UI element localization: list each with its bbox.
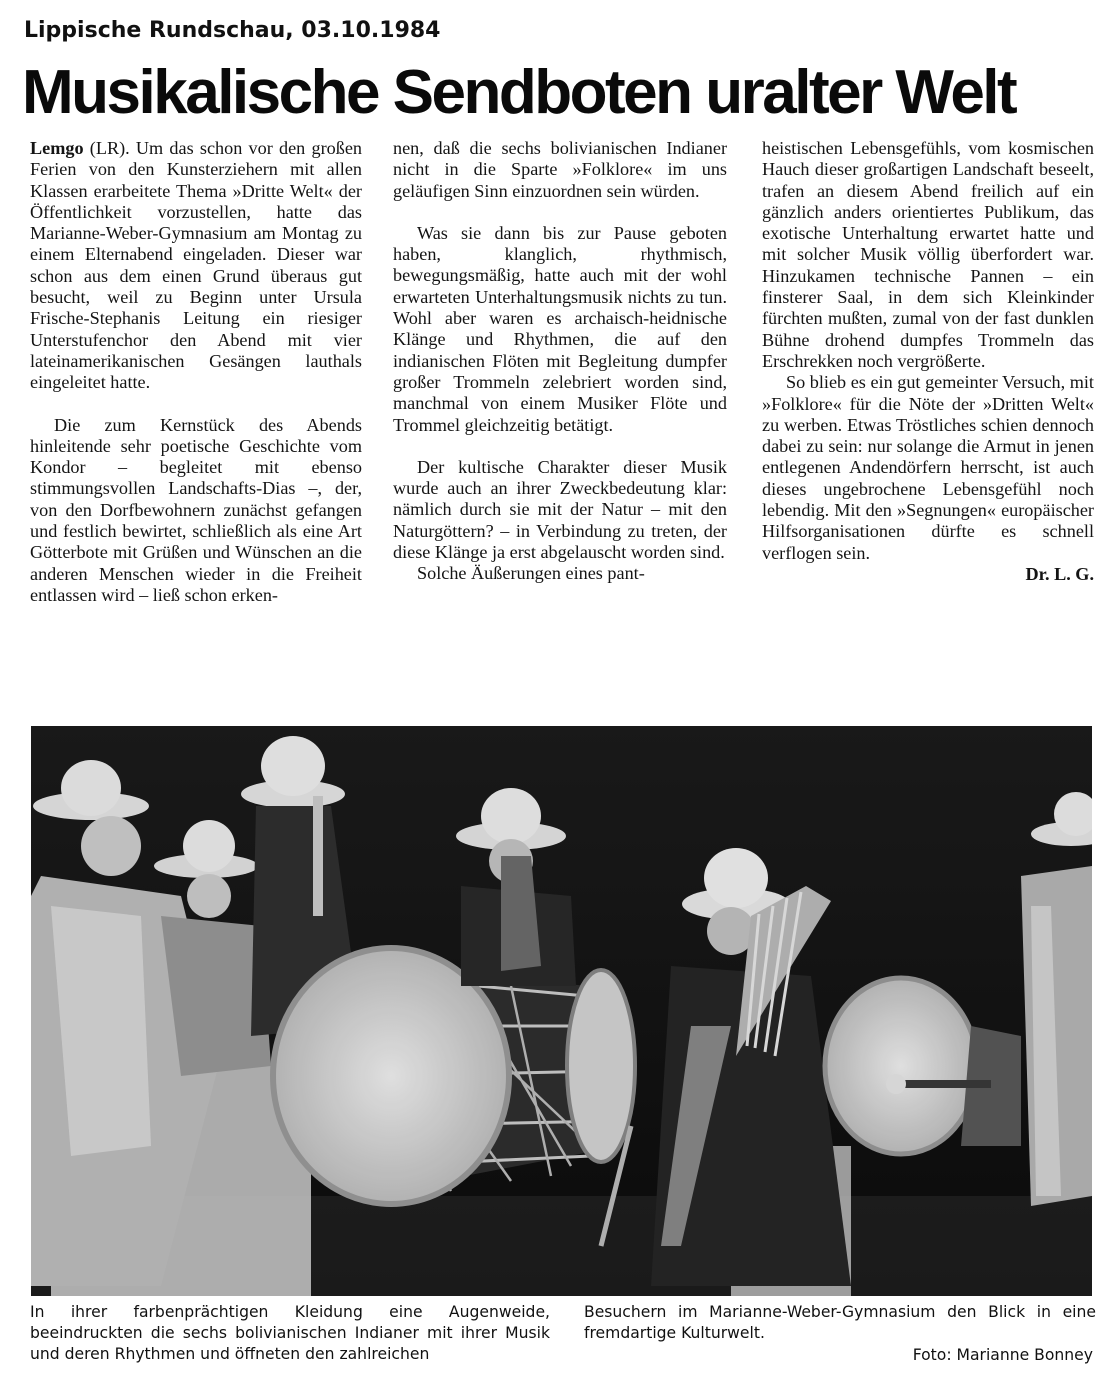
- article-paragraph: So blieb es ein gut gemeinter Versuch, mit »Folklore« für die Nöte der »Dritten Welt« zu werben. Etwas Tröstliches schien dennoch dabei zu sein: nur solange die Armut in jenen entlegenen Andendörfern herrscht, ist auch dieses ungebrochene Lebensgefühl noch lebendig. Mit den »Segnungen« europäischer Hilfsorganisationen dürfte es schnell verflogen sein.: [762, 372, 1094, 563]
- paragraph-text: (LR). Um das schon vor den großen Ferien von den Kunsterziehern mit allen Klassen erarbeitete Thema »Dritte Welt« der Öffentlichkeit vorzustellen, hatte das Marianne-Weber-Gymnasium am Montag zu einem Elternabend eingeladen. Dieser war schon aus dem einen Grund überaus gut besucht, weil zu Beginn unter Ursula Frische-Stephanis Leitung ein riesiger Unterstufenchor den Abend mit vier lateinamerikanischen Gesängen lauthals eingeleitet hatte.: [30, 138, 362, 393]
- article-paragraph: Die zum Kernstück des Abends hinleitende sehr poetische Geschichte vom Kondor – begleitet mit ebenso stimmungsvollen Landschafts-Dias –, der, von den Dorfbewohnern zunächst gefangen und festlich bewirtet, schließlich als eine Art Götterbote mit Grüßen und Wünschen an die anderen Menschen wieder in die Freiheit entlassen wird – ließ schon erken-: [30, 414, 362, 605]
- musicians-photo-illustration: [31, 726, 1092, 1296]
- article-column-3: [762, 138, 1094, 585]
- dateline-place: Lemgo: [30, 138, 84, 158]
- article-column-2: [393, 138, 727, 585]
- article-paragraph: Solche Äußerungen eines pant-: [417, 563, 645, 584]
- article-paragraph: Der kultische Charakter dieser Musik wurde auch an ihrer Zweckbedeutung klar: nämlich durch sie mit der Natur – mit den Naturgöttern? – in Verbindung zu treten, der diese Klänge ja erst abgelauscht worden sind.: [393, 456, 727, 563]
- article-paragraph: Was sie dann bis zur Pause geboten haben, klanglich, rhythmisch, bewegungsmäßig, hatte auch mit der wohl erwarteten Unterhaltungsmusik nichts zu tun. Wohl aber waren es archaisch-heidnische Klänge und Rhythmen, die auf den indianischen Flöten mit Begleitung dumpfer großer Trommeln zelebriert worden sind, manchmal von einem Musiker Flöte und Trommel gleichzeitig betätigt.: [393, 222, 727, 435]
- article-paragraph: heistischen Lebensgefühls, vom kosmischen Hauch dieser großartigen Landschaft beseelt, trafen an diesem Abend freilich auf ein gänzlich anders orientiertes Publikum, das exotische Unterhaltung erwartet hatte und mit solcher Musik völlig überfordert war. Hinzukamen technische Pannen – ein finsterer Saal, in dem sich Kleinkinder fürchten mußten, zumal von der fast dunklen Bühne drohend dumpfes Trommeln das Erschrekken noch vergrößerte.: [762, 138, 1094, 371]
- newspaper-source-line: Lippische Rundschau, 03.10.1984: [24, 18, 441, 43]
- author-signature: Dr. L. G.: [1025, 563, 1094, 584]
- photo-caption-left: In ihrer farbenprächtigen Kleidung eine Augenweide, beeindruckten die sechs bolivianischen Indianer mit ihrer Musik und deren Rhythmen und öffneten den zahlreichen: [30, 1303, 550, 1363]
- article-paragraph: [30, 138, 362, 394]
- article-headline: Musikalische Sendboten uralter Welt: [22, 58, 1016, 127]
- photo-credit: Foto: Marianne Bonney: [912, 1346, 1093, 1364]
- article-paragraph: nen, daß die sechs bolivianischen Indianer nicht in die Sparte »Folklore« im uns geläufigen Sinn einzuordnen sein würden.: [393, 138, 727, 201]
- article-column-1: [30, 138, 362, 606]
- photo-caption-right: Besuchern im Marianne-Weber-Gymnasium den Blick in eine fremdartige Kulturwelt.: [584, 1303, 1096, 1342]
- news-photo: [31, 726, 1092, 1296]
